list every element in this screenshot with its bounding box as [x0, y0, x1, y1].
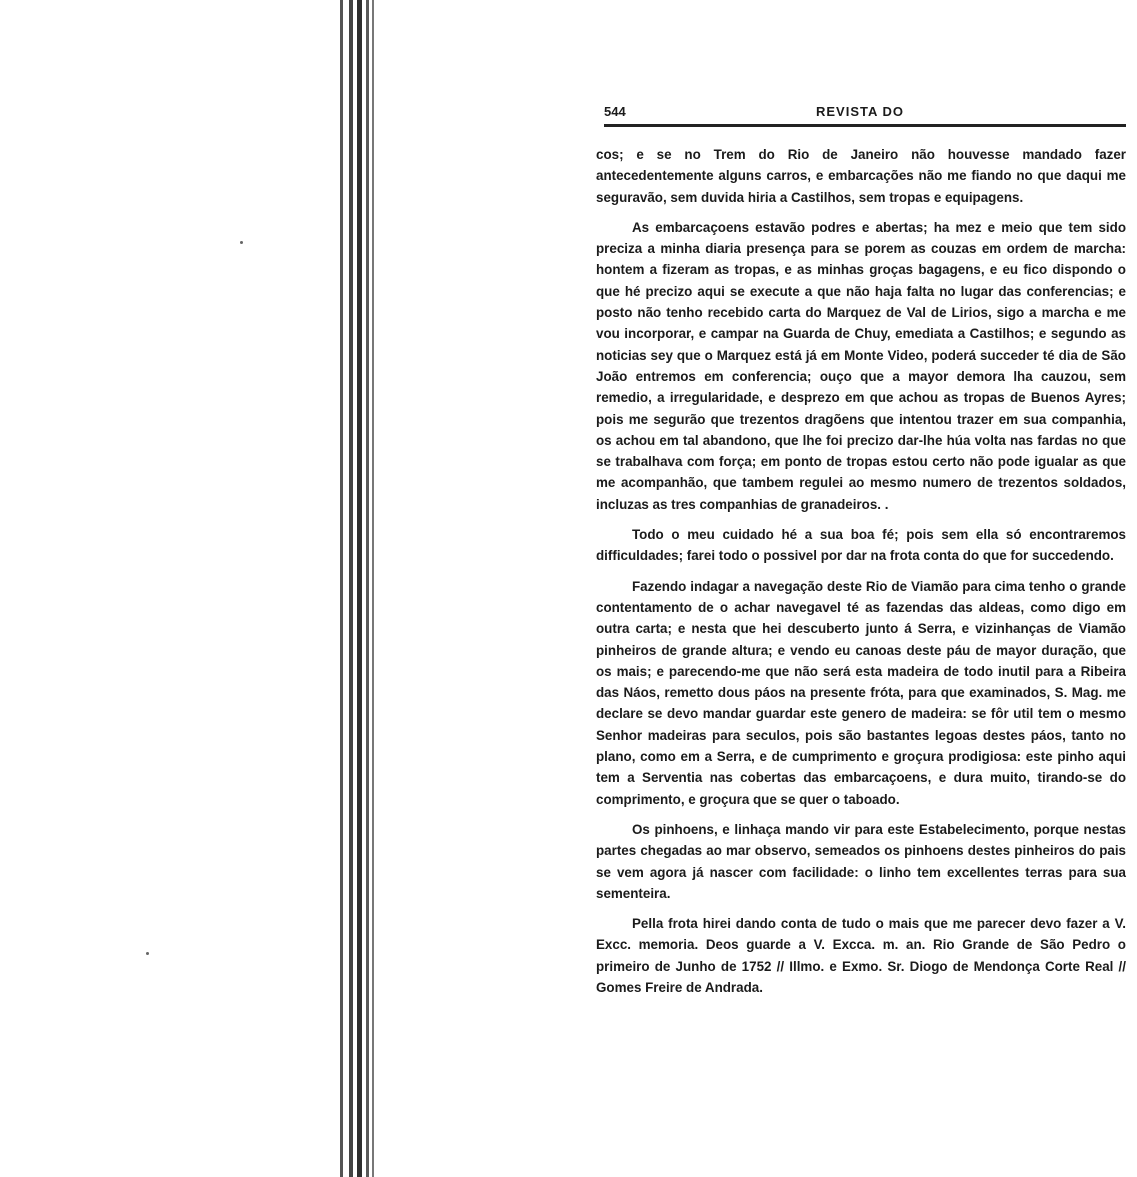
- page-header: [596, 98, 1126, 122]
- header-rule: [604, 124, 1126, 127]
- running-head: REVISTA DO: [816, 104, 905, 119]
- paragraph: Fazendo indagar a navegação deste Rio de Viamão para cima tenho o grande contentamento de o achar navegavel té as fazendas das aldeas, como digo em outra carta; e nesta que hei descuberto junto á Serra, e vizinhanças de Viamão pinheiros de grande altura; e vendo eu canoas deste páu de mayor duração, que os mais; e parecendo-me que não será esta madeira de todo inutil para a Ribeira das Náos, remetto dous páos na presente fróta, para que examinados, S. Mag. me declare se devo mandar guardar este genero de madeira: se fôr util tem o mesmo Senhor madeiras para seculos, pois são bastantes legoas destes páos, tanto no plano, como em a Serra, e de cumprimento e groçura prodigiosa: este pinho aqui tem a Serventia nas cobertas das embarcaçoens, e dura muito, tirando-se do comprimento, e groçura que se quer o taboado.: [596, 578, 1126, 807]
- paragraph: Todo o meu cuidado hé a sua boa fé; pois sem ella só encontraremos difficuldades; farei todo o possivel por dar na frota conta do que for succedendo.: [596, 527, 1126, 564]
- right-text-page: [596, 98, 1126, 1158]
- page-speck: [146, 952, 149, 955]
- paragraph: cos; e se no Trem do Rio de Janeiro não houvesse mandado fazer antecedentemente alguns carros, e embarcações não me fiando no que daqui me seguravão, sem duvida hiria a Castilhos, sem tropas e equipagens.: [596, 147, 1126, 205]
- book-spine-shadow: [340, 0, 343, 1177]
- paragraph: Pella frota hirei dando conta de tudo o mais que me parecer devo fazer a V. Excc. memoria. Deos guarde a V. Excca. m. an. Rio Grande de São Pedro o primeiro de Junho de 1752 // Illmo. e Exmo. Sr. Diogo de Mendonça Corte Real // Gomes Freire de Andrada.: [596, 916, 1126, 995]
- paragraph: Os pinhoens, e linhaça mando vir para este Estabelecimento, porque nestas partes chegadas ao mar observo, semeados os pinhoens destes pinheiros do pais se vem agora já nascer com facilidade: o linho tem excellentes terras para sua sementeira.: [596, 821, 1126, 901]
- page-speck: [240, 241, 243, 244]
- page-number: 544: [604, 104, 626, 119]
- book-spine-shadow: [372, 0, 374, 1177]
- book-spine-shadow: [349, 0, 353, 1177]
- book-spine-shadow: [357, 0, 362, 1177]
- book-spine-shadow: [366, 0, 369, 1177]
- body-text: [596, 144, 1126, 1007]
- paragraph: As embarcaçoens estavão podres e abertas; ha mez e meio que tem sido preciza a minha diaria presença para se porem as couzas em ordem de marcha: hontem a fizeram as tropas, e as minhas groças bagagens, e eu fico dispondo o que hé precizo aqui se execute a que não haja falta no lugar das conferencias; e posto não tenho recebido carta do Marquez de Val de Lirios, sigo a marcha e me vou incorporar, e campar na Guarda de Chuy, emediata a Castilhos; e segundo as noticias sey que o Marquez está já em Monte Video, poderá succeder té dia de São João entremos em conferencia; ouço que a mayor demora lha cauzou, sem remedio, a irregularidade, e desprezo em que achou as tropas de Buenos Ayres; pois me segurão que trezentos dragõens que intentou trazer em sua companhia, os achou em tal abandono, que lhe foi precizo dar-lhe húa volta nas fardas no que se trabalhava com força; em ponto de tropas estou certo não pode igualar as que me acompanhão, que tambem regulei ao mesmo numero de trezentos soldados, incluzas as tres companhias de granadeiros. .: [596, 219, 1126, 512]
- left-blank-page: [0, 0, 380, 1177]
